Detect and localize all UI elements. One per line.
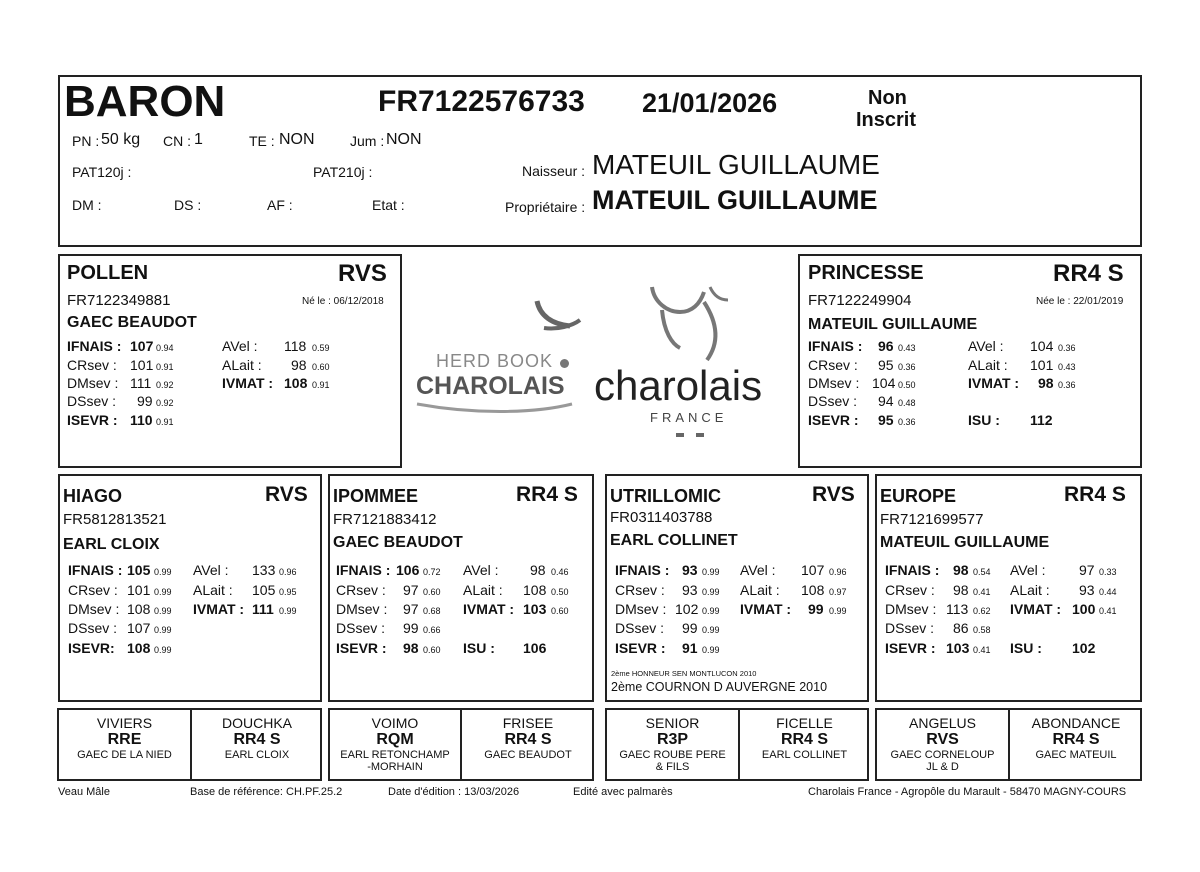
gp-isevr-value: 91 — [682, 640, 698, 656]
gp-avel-cd: 0.33 — [1099, 567, 1117, 577]
gp-isevr-value: 98 — [403, 640, 419, 656]
sire-dmsev-cd: 0.92 — [156, 380, 174, 390]
gp-dmsev-value: 97 — [403, 601, 419, 617]
jum-value: NON — [386, 131, 422, 148]
dam-isevr-cd: 0.36 — [898, 417, 916, 427]
gp-ifnais-value: 93 — [682, 562, 698, 578]
gp-ivmat-cd: 0.60 — [551, 606, 569, 616]
gp-isu-value: 106 — [523, 640, 547, 656]
gp-dssev-cd: 0.66 — [423, 625, 441, 635]
pat120-label: PAT120j : — [72, 164, 132, 180]
gp-dssev-label: DSsev : — [885, 620, 935, 636]
ggp-cell — [59, 715, 190, 761]
ggp-code: RR4 S — [780, 731, 829, 748]
gp-ivmat-label: IVMAT : — [193, 601, 245, 617]
cn-value: 1 — [194, 131, 203, 148]
ggp-cell — [740, 715, 869, 761]
ggp-group-4 — [875, 708, 1142, 781]
dam-alait-label: ALait : — [968, 357, 1008, 373]
animal-header — [58, 75, 1142, 247]
gp-crsev-label: CRsev : — [885, 582, 935, 598]
sire-reg: FR7122349881 — [67, 292, 171, 309]
flag-bar-left — [676, 433, 684, 437]
gp-crsev-cd: 0.99 — [702, 587, 720, 597]
gp-ivmat-value: 111 — [252, 601, 274, 617]
dam-avel-label: AVel : — [968, 338, 1004, 354]
sire-dmsev-label: DMsev : — [67, 375, 119, 391]
gp-dssev-cd: 0.58 — [973, 625, 991, 635]
gp-avel-value: 97 — [1079, 562, 1095, 578]
sire-ifnais-cd: 0.94 — [156, 343, 174, 353]
gp-alait-cd: 0.97 — [829, 587, 847, 597]
herdbook-bottom: CHAROLAIS — [416, 372, 565, 400]
gp-card-hiago — [58, 474, 322, 702]
gp-ivmat-label: IVMAT : — [463, 601, 515, 617]
dam-owner: MATEUIL GUILLAUME — [808, 316, 978, 333]
france-word: FRANCE — [650, 410, 728, 425]
gp-reg: FR0311403788 — [610, 509, 713, 526]
gp-dssev-label: DSsev : — [68, 620, 118, 636]
dam-card — [798, 254, 1142, 468]
sire-dssev-label: DSsev : — [67, 393, 117, 409]
pn-label: PN : — [72, 133, 100, 149]
gp-dmsev-value: 102 — [675, 601, 699, 617]
gp-alait-label: ALait : — [1010, 582, 1050, 598]
ggp-code: R3P — [656, 731, 689, 748]
gp-reg: FR5812813521 — [63, 511, 167, 528]
dam-ifnais-value: 96 — [878, 338, 894, 354]
af-label: AF : — [267, 197, 293, 213]
ggp-owner-2: JL & D — [926, 761, 959, 773]
dam-ivmat-cd: 0.36 — [1058, 380, 1076, 390]
gp-code: RR4 S — [1064, 483, 1126, 506]
ggp-cell — [877, 715, 1008, 773]
gp-isu-label: ISU : — [1010, 640, 1042, 656]
gp-dssev-value: 86 — [953, 620, 969, 636]
gp-alait-label: ALait : — [740, 582, 780, 598]
gp-dmsev-cd: 0.62 — [973, 606, 991, 616]
gp-isevr-cd: 0.60 — [423, 645, 441, 655]
gp-avel-label: AVel : — [193, 562, 229, 578]
sire-owner: GAEC BEAUDOT — [67, 314, 197, 331]
herdbook-logo — [412, 296, 587, 426]
gp-crsev-value: 98 — [953, 582, 969, 598]
gp-avel-value: 133 — [252, 562, 276, 578]
animal-id: FR7122576733 — [378, 85, 585, 118]
gp-dssev-value: 107 — [127, 620, 151, 636]
gp-ifnais-label: IFNAIS : — [68, 562, 123, 578]
dam-ivmat-label: IVMAT : — [968, 375, 1020, 391]
footer-sex: Veau Mâle — [58, 786, 110, 798]
gp-ifnais-value: 98 — [953, 562, 969, 578]
charolais-france-logo — [592, 282, 792, 442]
gp-avel-label: AVel : — [1010, 562, 1046, 578]
sire-avel-label: AVel : — [222, 338, 258, 354]
gp-dssev-cd: 0.99 — [702, 625, 720, 635]
sire-ivmat-cd: 0.91 — [312, 380, 330, 390]
proprietaire-value: MATEUIL GUILLAUME — [592, 185, 878, 215]
dam-dssev-value: 94 — [878, 393, 894, 409]
ggp-owner: EARL COLLINET — [761, 749, 848, 761]
gp-dssev-label: DSsev : — [615, 620, 665, 636]
dam-crsev-label: CRsev : — [808, 357, 858, 373]
dam-reg: FR7122249904 — [808, 292, 912, 309]
ggp-code: RR4 S — [233, 731, 281, 748]
gp-crsev-cd: 0.60 — [423, 587, 441, 597]
gp-owner: EARL CLOIX — [63, 536, 160, 553]
sire-code: RVS — [338, 260, 387, 287]
gp-ifnais-cd: 0.99 — [702, 567, 720, 577]
ggp-owner: EARL RETONCHAMP — [340, 749, 450, 761]
ggp-code: RR4 S — [1052, 731, 1100, 748]
ggp-group-2 — [328, 708, 594, 781]
gp-isu-label: ISU : — [463, 640, 495, 656]
gp-ifnais-value: 106 — [396, 562, 420, 578]
herdbook-horns-icon — [412, 296, 587, 356]
dam-avel-cd: 0.36 — [1058, 343, 1076, 353]
ggp-cell — [1010, 715, 1142, 761]
ggp-code: RR4 S — [504, 731, 552, 748]
gp-isevr-value: 108 — [127, 640, 151, 656]
footer-base: Base de référence: CH.PF.25.2 — [190, 786, 343, 798]
gp-isevr-label: ISEVR: — [68, 640, 115, 656]
ggp-owner: GAEC ROUBE PERE — [619, 749, 726, 761]
sire-alait-cd: 0.60 — [312, 362, 330, 372]
etat-label: Etat : — [372, 197, 405, 213]
gp-dmsev-cd: 0.68 — [423, 606, 441, 616]
ggp-group-3 — [605, 708, 869, 781]
gp-reg: FR7121883412 — [333, 511, 437, 528]
sire-alait-label: ALait : — [222, 357, 262, 373]
sire-avel-value: 118 — [284, 338, 307, 354]
footer-address: Charolais France - Agropôle du Marault - 58470 MAGNY-COURS — [808, 786, 1127, 798]
naisseur-value: MATEUIL GUILLAUME — [592, 149, 880, 180]
gp-crsev-value: 93 — [682, 582, 698, 598]
gp-alait-value: 93 — [1079, 582, 1095, 598]
sire-avel-cd: 0.59 — [312, 343, 330, 353]
sire-born: Né le : 06/12/2018 — [302, 296, 384, 307]
gp-crsev-cd: 0.41 — [973, 587, 991, 597]
gp-alait-value: 108 — [523, 582, 547, 598]
te-label: TE : — [249, 133, 275, 149]
dam-ivmat-value: 98 — [1038, 375, 1054, 391]
gp-ifnais-value: 105 — [127, 562, 151, 578]
gp-ivmat-value: 103 — [523, 601, 547, 617]
gp-ifnais-label: IFNAIS : — [336, 562, 391, 578]
status-line2: Inscrit — [856, 109, 917, 131]
dam-isevr-value: 95 — [878, 412, 894, 428]
sire-dssev-cd: 0.92 — [156, 398, 174, 408]
dam-dssev-label: DSsev : — [808, 393, 858, 409]
gp-crsev-value: 101 — [127, 582, 151, 598]
sire-isevr-label: ISEVR : — [67, 412, 118, 428]
ds-label: DS : — [174, 197, 202, 213]
dam-isevr-label: ISEVR : — [808, 412, 859, 428]
sire-ifnais-label: IFNAIS : — [67, 338, 122, 354]
dam-avel-value: 104 — [1030, 338, 1054, 354]
herdbook-swoosh-icon — [412, 400, 587, 420]
dam-isu-value: 112 — [1030, 412, 1053, 428]
ggp-owner: GAEC MATEUIL — [1035, 749, 1117, 761]
gp-isevr-value: 103 — [946, 640, 970, 656]
sire-ivmat-value: 108 — [284, 375, 308, 391]
sire-crsev-value: 101 — [130, 357, 154, 373]
gp-reg: FR7121699577 — [880, 511, 984, 528]
sire-isevr-cd: 0.91 — [156, 417, 174, 427]
gp-isevr-label: ISEVR : — [885, 640, 936, 656]
sire-ifnais-value: 107 — [130, 338, 154, 354]
gp-avel-value: 107 — [801, 562, 825, 578]
gp-crsev-value: 97 — [403, 582, 419, 598]
gp-ivmat-label: IVMAT : — [740, 601, 792, 617]
gp-avel-cd: 0.96 — [279, 567, 297, 577]
gp-alait-cd: 0.95 — [279, 587, 297, 597]
herdbook-top: HERD BOOK — [436, 351, 554, 371]
flag-bar-right — [696, 433, 704, 437]
gp-ivmat-value: 100 — [1072, 601, 1096, 617]
ggp-cell — [192, 715, 322, 761]
ggp-name: ANGELUS — [909, 715, 976, 731]
dam-ifnais-label: IFNAIS : — [808, 338, 863, 354]
gp-alait-label: ALait : — [193, 582, 233, 598]
gp-alait-value: 105 — [252, 582, 276, 598]
gp-name: EUROPE — [880, 486, 957, 506]
dam-crsev-value: 95 — [878, 357, 894, 373]
pn-value: 50 kg — [101, 131, 141, 148]
ggp-cell — [462, 715, 594, 761]
gp-name: IPOMMEE — [333, 486, 419, 506]
gp-award-2: 2ème COURNON D AUVERGNE 2010 — [611, 680, 828, 694]
gp-avel-label: AVel : — [740, 562, 776, 578]
gp-dmsev-label: DMsev : — [68, 601, 120, 617]
status-line1: Non — [868, 87, 907, 109]
ggp-cell — [607, 715, 738, 773]
gp-card-utrillomic — [605, 474, 869, 702]
gp-owner: MATEUIL GUILLAUME — [880, 534, 1050, 551]
animal-date: 21/01/2026 — [642, 88, 778, 118]
charolais-head-icon — [592, 282, 792, 372]
ggp-owner: GAEC CORNELOUP — [890, 749, 995, 761]
gp-card-europe — [875, 474, 1142, 702]
sire-crsev-cd: 0.91 — [156, 362, 174, 372]
gp-dssev-value: 99 — [403, 620, 419, 636]
footer-palmares: Edité avec palmarès — [573, 786, 673, 798]
gp-avel-value: 98 — [530, 562, 546, 578]
gp-dmsev-value: 113 — [946, 601, 969, 617]
proprietaire-label: Propriétaire : — [505, 199, 586, 215]
gp-crsev-label: CRsev : — [615, 582, 665, 598]
gp-isevr-label: ISEVR : — [615, 640, 666, 656]
footer-edition: Date d'édition : 13/03/2026 — [388, 786, 520, 798]
gp-isevr-cd: 0.99 — [154, 645, 172, 655]
dm-label: DM : — [72, 197, 102, 213]
ggp-name: VOIMO — [371, 715, 419, 731]
gp-code: RVS — [265, 483, 308, 506]
gp-award-1: 2ème HONNEUR SEN MONTLUCON 2010 — [611, 669, 757, 678]
gp-ivmat-cd: 0.41 — [1099, 606, 1117, 616]
sire-dssev-value: 99 — [137, 393, 153, 409]
sire-card — [58, 254, 402, 468]
gp-dssev-cd: 0.99 — [154, 625, 172, 635]
gp-name: HIAGO — [63, 486, 123, 506]
ggp-name: SENIOR — [645, 715, 700, 731]
gp-isevr-cd: 0.41 — [973, 645, 991, 655]
gp-ivmat-label: IVMAT : — [1010, 601, 1062, 617]
gp-owner: EARL COLLINET — [610, 532, 738, 549]
gp-ivmat-cd: 0.99 — [279, 606, 297, 616]
sire-alait-value: 98 — [291, 357, 307, 373]
ggp-name: FRISEE — [502, 715, 554, 731]
gp-alait-cd: 0.50 — [551, 587, 569, 597]
gp-ifnais-cd: 0.99 — [154, 567, 172, 577]
ggp-name: FICELLE — [776, 715, 833, 731]
gp-owner: GAEC BEAUDOT — [333, 534, 463, 551]
gp-code: RVS — [812, 483, 855, 506]
ggp-name: DOUCHKA — [221, 715, 292, 731]
gp-isu-value: 102 — [1072, 640, 1096, 656]
ggp-owner-2: & FILS — [655, 761, 690, 773]
dam-name: PRINCESSE — [808, 262, 924, 284]
gp-dssev-label: DSsev : — [336, 620, 386, 636]
gp-dmsev-cd: 0.99 — [154, 606, 172, 616]
gp-ivmat-value: 99 — [808, 601, 824, 617]
gp-code: RR4 S — [516, 483, 578, 506]
jum-label: Jum : — [350, 133, 385, 149]
gp-dmsev-label: DMsev : — [885, 601, 937, 617]
dam-code: RR4 S — [1053, 260, 1124, 287]
gp-isevr-cd: 0.99 — [702, 645, 720, 655]
gp-name: UTRILLOMIC — [610, 486, 721, 506]
ggp-code: RQM — [376, 731, 414, 748]
sire-crsev-label: CRsev : — [67, 357, 117, 373]
dam-dmsev-value: 104 — [872, 375, 896, 391]
gp-crsev-cd: 0.99 — [154, 587, 172, 597]
gp-ifnais-label: IFNAIS : — [885, 562, 940, 578]
gp-avel-label: AVel : — [463, 562, 499, 578]
gp-alait-label: ALait : — [463, 582, 503, 598]
ggp-owner: GAEC DE LA NIED — [77, 749, 172, 761]
animal-name: BARON — [64, 77, 226, 126]
ggp-group-1 — [57, 708, 322, 781]
gp-ifnais-cd: 0.72 — [423, 567, 441, 577]
gp-dmsev-label: DMsev : — [615, 601, 667, 617]
dam-alait-value: 101 — [1030, 357, 1054, 373]
dam-ifnais-cd: 0.43 — [898, 343, 916, 353]
gp-ifnais-label: IFNAIS : — [615, 562, 670, 578]
gp-alait-cd: 0.44 — [1099, 587, 1117, 597]
gp-crsev-label: CRsev : — [336, 582, 386, 598]
sire-isevr-value: 110 — [130, 412, 153, 428]
gp-avel-cd: 0.46 — [551, 567, 569, 577]
ggp-name: ABONDANCE — [1031, 715, 1121, 731]
ggp-code: RVS — [926, 731, 959, 748]
gp-ifnais-cd: 0.54 — [973, 567, 991, 577]
dam-crsev-cd: 0.36 — [898, 362, 916, 372]
ggp-cell — [330, 715, 460, 773]
gp-card-ipommee — [328, 474, 594, 702]
dam-born: Née le : 22/01/2019 — [1036, 296, 1124, 307]
gp-dmsev-label: DMsev : — [336, 601, 388, 617]
gp-crsev-label: CRsev : — [68, 582, 118, 598]
sire-name: POLLEN — [67, 262, 149, 284]
gp-dmsev-cd: 0.99 — [702, 606, 720, 616]
gp-dssev-value: 99 — [682, 620, 698, 636]
dam-alait-cd: 0.43 — [1058, 362, 1076, 372]
dam-dssev-cd: 0.48 — [898, 398, 916, 408]
ggp-code: RRE — [107, 731, 142, 748]
gp-avel-cd: 0.96 — [829, 567, 847, 577]
dam-isu-label: ISU : — [968, 412, 1000, 428]
ggp-name: VIVIERS — [96, 715, 153, 731]
naisseur-label: Naisseur : — [522, 163, 586, 179]
te-value: NON — [279, 131, 315, 148]
ggp-owner: GAEC BEAUDOT — [484, 749, 572, 761]
herdbook-dot-icon — [560, 359, 569, 368]
gp-isevr-label: ISEVR : — [336, 640, 387, 656]
gp-ivmat-cd: 0.99 — [829, 606, 847, 616]
sire-dmsev-value: 111 — [130, 375, 152, 391]
gp-alait-value: 108 — [801, 582, 825, 598]
charolais-word: charolais — [594, 362, 763, 409]
ggp-owner: EARL CLOIX — [224, 749, 290, 761]
sire-ivmat-label: IVMAT : — [222, 375, 274, 391]
cn-label: CN : — [163, 133, 191, 149]
pat210-label: PAT210j : — [313, 164, 373, 180]
dam-dmsev-label: DMsev : — [808, 375, 860, 391]
ggp-owner-2: -MORHAIN — [367, 761, 423, 773]
dam-dmsev-cd: 0.50 — [898, 380, 916, 390]
gp-dmsev-value: 108 — [127, 601, 151, 617]
